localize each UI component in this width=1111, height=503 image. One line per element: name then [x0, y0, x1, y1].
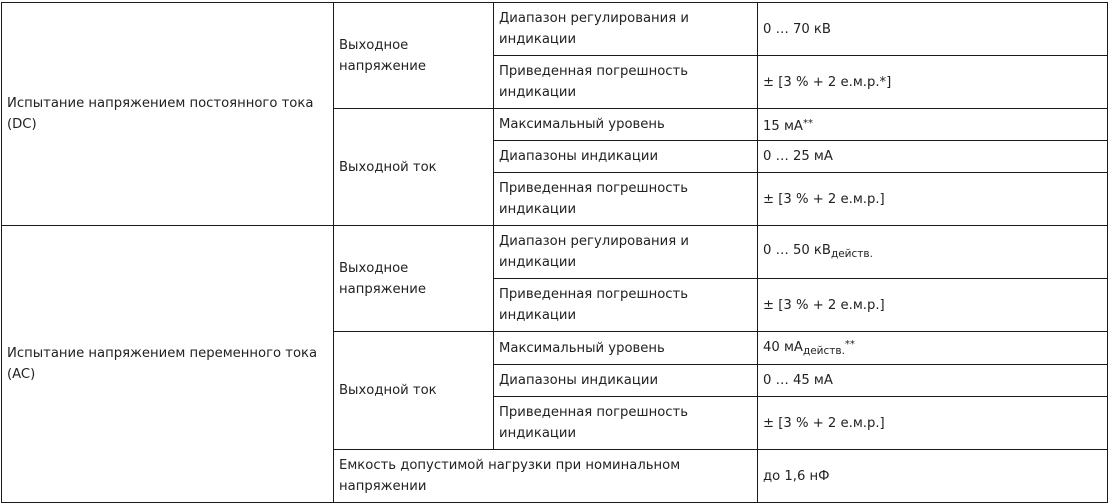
group-dc-current-label: Выходной ток: [334, 109, 494, 226]
section-dc-label: Испытание напряжением постоянного тока (DC): [2, 3, 334, 226]
value-ac-load-capacitance: до 1,6 нФ: [758, 450, 1108, 503]
value-ac-voltage-range: 0 … 50 $кВ_{действ.}$: [758, 226, 1108, 279]
param-dc-current-max: Максимальный уровень: [494, 109, 758, 141]
group-dc-voltage-label: Выходное напряжение: [334, 3, 494, 109]
section-ac-label: Испытание напряжением переменного тока (AC): [2, 226, 334, 503]
value-ac-current-range: 0 … 45 мА: [758, 365, 1108, 397]
param-dc-voltage-range: Диапазон регулирования и индикации: [494, 3, 758, 56]
value-ac-current-accuracy: ± [3 % + 2 е.м.р.]: [758, 397, 1108, 450]
param-dc-voltage-accuracy: Приведенная погрешность индикации: [494, 56, 758, 109]
footnote-mark: **: [802, 117, 813, 129]
param-ac-current-accuracy: Приведенная погрешность индикации: [494, 397, 758, 450]
param-ac-load-capacitance: Емкость допустимой нагрузки при номинальном напряжении: [334, 450, 758, 503]
value-ac-voltage-accuracy: ± [3 % + 2 е.м.р.]: [758, 279, 1108, 332]
param-ac-current-range: Диапазоны индикации: [494, 365, 758, 397]
param-ac-current-max: Максимальный уровень: [494, 332, 758, 365]
param-ac-voltage-accuracy: Приведенная погрешность индикации: [494, 279, 758, 332]
value-ac-current-max: 40 $мА_{действ.}^{**}$: [758, 332, 1108, 365]
spec-table: [1, 2, 1108, 503]
value-dc-voltage-accuracy: ± [3 % + 2 е.м.р.*]: [758, 56, 1108, 109]
group-ac-voltage-label: Выходное напряжение: [334, 226, 494, 332]
unit-subscript: действ.: [802, 345, 845, 357]
value-dc-current-range: 0 … 25 мА: [758, 141, 1108, 173]
value-dc-voltage-range: 0 … 70 кВ: [758, 3, 1108, 56]
group-ac-current-label: Выходной ток: [334, 332, 494, 450]
value-dc-current-accuracy: ± [3 % + 2 е.м.р.]: [758, 173, 1108, 226]
unit-subscript: действ.: [830, 247, 873, 260]
footnote-mark: **: [844, 339, 855, 350]
param-ac-voltage-range: Диапазон регулирования и индикации: [494, 226, 758, 279]
param-dc-current-range: Диапазоны индикации: [494, 141, 758, 173]
param-dc-current-accuracy: Приведенная погрешность индикации: [494, 173, 758, 226]
value-dc-current-max: 15 мА**: [758, 109, 1108, 141]
